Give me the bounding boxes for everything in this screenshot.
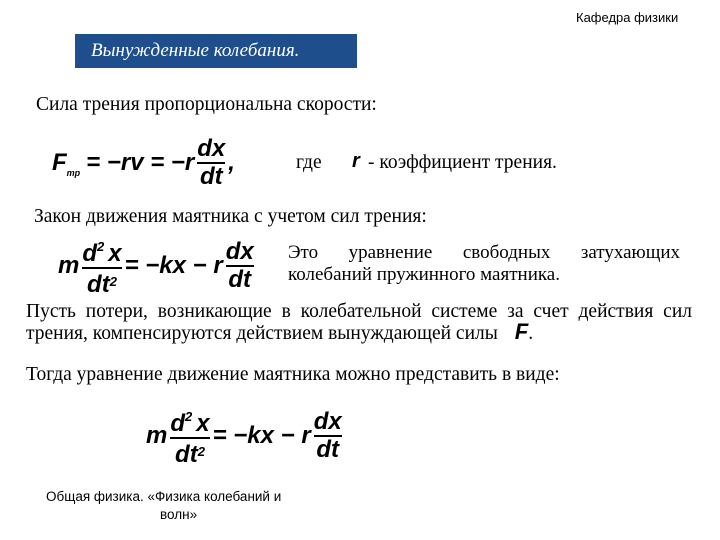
friction-formula-middle: = −rv = −r xyxy=(86,149,195,176)
second-derivative-fraction: $\frac{d^2 x}{dt^2}$ xyxy=(170,409,210,468)
forcing-statement: Пусть потери, возникающие в колебательной системе за счет действия сил трения, компенсируются действием вынуждающей силы F. xyxy=(26,301,692,344)
conclusion-statement: Тогда уравнение движение маятника можно представить в виде: xyxy=(26,364,560,385)
slide-title xyxy=(75,34,357,68)
formula-comma: , xyxy=(228,149,235,176)
forcing-statement-text: Пусть потери, возникающие в колебательной системе за счет действия сил трения, компенсируются действием вынуждающей силы xyxy=(26,301,692,344)
friction-statement: Сила трения пропорциональна скорости: xyxy=(36,94,377,115)
equation-middle: = −kx − r xyxy=(124,252,223,279)
fraction-numerator: dx xyxy=(197,135,226,162)
first-derivative-fraction: $\frac{dx}{dt}$ xyxy=(225,238,254,293)
pendulum-equation xyxy=(146,406,345,466)
velocity-fraction xyxy=(197,136,225,190)
first-derivative-fraction: $\frac{dx}{dt}$ xyxy=(313,408,342,463)
footer-line-1: Общая физика. «Физика колебаний и xyxy=(46,489,282,504)
equation-note: Это уравнение свободных затухающих колебаний пружинного маятника. xyxy=(288,242,680,285)
where-label: где xyxy=(296,152,322,173)
force-symbol: $F_{тр}$ xyxy=(52,148,81,178)
fraction-denominator: dt xyxy=(199,163,223,190)
damped-equation xyxy=(58,236,257,296)
equation-middle: = −kx − r xyxy=(212,422,311,449)
department-label: Кафедра физики xyxy=(576,10,679,25)
footer-line-2: волн» xyxy=(160,507,198,522)
mass-symbol: m xyxy=(58,252,80,279)
force-F-symbol: F xyxy=(514,319,529,344)
friction-formula xyxy=(52,134,235,192)
slide-title-text: Вынужденные колебания. xyxy=(91,40,300,61)
r-symbol: r xyxy=(352,150,360,172)
mass-symbol: m xyxy=(146,422,168,449)
coefficient-description: - коэффициент трения. xyxy=(368,152,557,173)
motion-law-statement: Закон движения маятника с учетом сил трения: xyxy=(34,206,427,227)
second-derivative-fraction: $\frac{d^2 x}{dt^2}$ xyxy=(82,239,122,298)
